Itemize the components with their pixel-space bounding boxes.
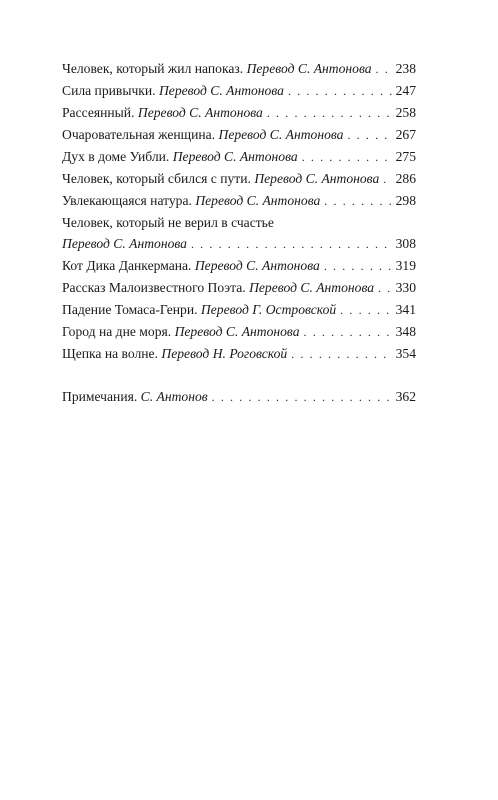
toc-entry-translator: Перевод С. Антонова — [62, 236, 187, 251]
toc-entry — [62, 168, 416, 190]
table-of-contents — [62, 58, 416, 408]
toc-entry-translator: Перевод С. Антонова — [137, 105, 263, 120]
toc-entry-translator: Перевод Н. Роговской — [161, 346, 288, 361]
dot-leader — [376, 59, 392, 80]
toc-entry-title: Примечания. — [62, 389, 138, 404]
toc-entry-translator: Перевод С. Антонова — [195, 193, 321, 208]
toc-entry-title: Сила привычки. — [62, 83, 156, 98]
toc-entry — [62, 299, 416, 321]
toc-entry-title: Щепка на волне. — [62, 346, 158, 361]
toc-entry-translator: Перевод С. Антонова — [174, 324, 300, 339]
toc-entry-translator: Перевод Г. Островской — [200, 302, 337, 317]
toc-entry-page: 247 — [395, 83, 416, 98]
toc-entry-page: 238 — [395, 61, 416, 76]
toc-entry-title: Увлекающаяся натура. — [62, 193, 192, 208]
dot-leader — [191, 234, 392, 255]
dot-leader — [383, 169, 391, 190]
toc-entry-title: Очаровательная женщина. — [62, 127, 216, 142]
toc-entry — [62, 102, 416, 124]
toc-entry — [62, 80, 416, 102]
dot-leader — [291, 344, 391, 365]
toc-entry — [62, 146, 416, 168]
toc-entry-title: Человек, который жил напоказ. — [62, 61, 244, 76]
dot-leader — [288, 81, 392, 102]
toc-entry-page: 354 — [395, 346, 416, 361]
dot-leader — [304, 322, 392, 343]
toc-entry-page: 275 — [395, 149, 416, 164]
toc-entry-title: Город на дне моря. — [62, 324, 172, 339]
toc-entry — [62, 58, 416, 80]
dot-leader — [302, 147, 392, 168]
dot-leader — [378, 278, 392, 299]
toc-entry — [62, 212, 416, 255]
toc-entry-translator: С. Антонов — [140, 389, 208, 404]
toc-entry-page: 330 — [395, 280, 416, 295]
toc-entry-translator: Перевод С. Антонова — [218, 127, 344, 142]
dot-leader — [324, 191, 391, 212]
toc-entry-page: 319 — [395, 258, 416, 273]
toc-entry — [62, 255, 416, 277]
toc-entry — [62, 343, 416, 365]
toc-entry-notes — [62, 386, 416, 408]
toc-entry-translator: Перевод С. Антонова — [246, 61, 372, 76]
toc-entry-title: Кот Дика Данкермана. — [62, 258, 192, 273]
toc-entry-page: 267 — [395, 127, 416, 142]
toc-entry-page: 341 — [395, 302, 416, 317]
toc-entry-translator: Перевод С. Антонова — [254, 171, 380, 186]
dot-leader — [267, 103, 392, 124]
dot-leader — [347, 125, 391, 146]
dot-leader — [212, 387, 392, 408]
toc-entry-translator: Перевод С. Антонова — [249, 280, 375, 295]
toc-entry — [62, 124, 416, 146]
toc-entry-translator: Перевод С. Антонова — [172, 149, 298, 164]
toc-entry-title: Падение Томаса-Генри. — [62, 302, 198, 317]
toc-entry-page: 286 — [395, 171, 416, 186]
toc-entry-page: 258 — [395, 105, 416, 120]
toc-entry-page: 362 — [395, 389, 416, 404]
toc-entry-title: Рассказ Малоизвестного Поэта. — [62, 280, 246, 295]
toc-entry-page: 308 — [395, 236, 416, 251]
toc-entry — [62, 277, 416, 299]
toc-entry-page: 298 — [395, 193, 416, 208]
toc-entry — [62, 321, 416, 343]
toc-entry-title: Человек, который не верил в счастье — [62, 215, 274, 230]
toc-entry-translator: Перевод С. Антонова — [158, 83, 284, 98]
toc-entry-title: Рассеянный. — [62, 105, 135, 120]
dot-leader — [324, 256, 392, 277]
dot-leader — [340, 300, 391, 321]
toc-entry-translator: Перевод С. Антонова — [194, 258, 320, 273]
toc-entry-title: Человек, который сбился с пути. — [62, 171, 251, 186]
toc-entry-page: 348 — [395, 324, 416, 339]
toc-entry — [62, 190, 416, 212]
toc-entry-title: Дух в доме Уибли. — [62, 149, 170, 164]
